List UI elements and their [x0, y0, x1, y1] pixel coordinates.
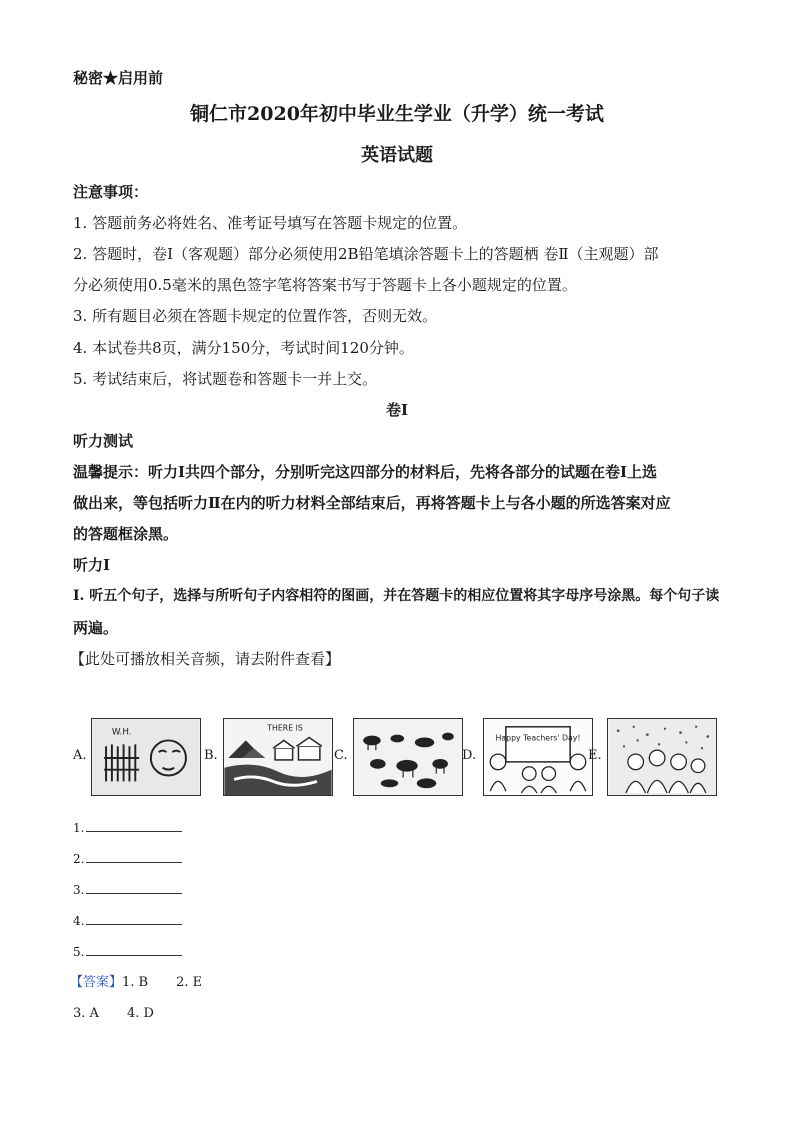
blank-line [86, 819, 182, 832]
picture-option-e[interactable] [607, 718, 717, 796]
picture-letter: D. [462, 748, 477, 763]
note-item: 2. 答题时，卷Ⅰ（客观题）部分必须使用2B铅笔填涂答题卡上的答题栖 卷Ⅱ（主观题）部 [73, 245, 659, 263]
animals-scene-icon [354, 719, 462, 795]
answer-blank[interactable]: 3. [73, 881, 182, 897]
blank-line [86, 881, 182, 894]
exam-title: 铜仁市2020年初中毕业生学业（升学）统一考试 [190, 103, 604, 125]
answer-value: 3. A [73, 1006, 99, 1021]
tip-line: 温馨提示：听力Ⅰ共四个部分，分别听完这四部分的材料后，先将各部分的试题在卷Ⅰ上选 [73, 463, 658, 481]
sketch-people-icon [92, 719, 200, 795]
picture-letter: A. [73, 748, 87, 763]
snowy-people-icon [608, 719, 716, 795]
note-item: 5. 考试结束后，将试题卷和答题卡一并上交。 [73, 370, 378, 388]
note-item: 分必须使用0.5毫米的黑色签字笔将答案书写于答题卡上各小题规定的位置。 [73, 276, 577, 294]
answer-value: 4. D [126, 1006, 154, 1021]
part-heading: 听力Ⅰ [73, 556, 111, 574]
listening-heading: 听力测试 [73, 432, 134, 450]
blank-line [86, 943, 182, 956]
answer-blank[interactable]: 2. [73, 850, 182, 866]
instruction-line: 两遍。 [73, 619, 119, 637]
picture-sign: Happy Teachers' Day! [495, 733, 581, 743]
answer-label: 【答案】 [70, 975, 123, 990]
village-landscape-icon [224, 719, 332, 795]
note-item: 3. 所有题目必须在答题卡规定的位置作答，否则无效。 [73, 307, 438, 325]
picture-option-a[interactable] [91, 718, 201, 796]
notes-heading: 注意事项： [73, 183, 149, 201]
picture-option-c[interactable] [353, 718, 463, 796]
picture-letter: C. [334, 748, 348, 763]
blank-line [86, 912, 182, 925]
note-item: 1. 答题前务必将姓名、准考证号填写在答题卡规定的位置。 [73, 214, 468, 232]
picture-letter: E. [588, 748, 602, 763]
picture-option-b[interactable] [223, 718, 333, 796]
volume-heading: 卷Ⅰ [385, 401, 409, 419]
secret-label: 秘密★启用前 [73, 69, 164, 87]
tip-line: 做出来，等包括听力Ⅱ在内的听力材料全部结束后，再将答题卡上与各小题的所选答案对应 [73, 494, 671, 512]
audio-note[interactable]: 【此处可播放相关音频，请去附件查看】 [70, 650, 341, 668]
instruction-line: Ⅰ. 听五个句子，选择与所听句子内容相符的图画，并在答题卡的相应位置将其字母序号涂黑。每个句子读 [73, 588, 720, 604]
picture-letter: B. [204, 748, 218, 763]
answer-value: 2. E [176, 975, 203, 990]
answer-blank[interactable]: 1. [73, 819, 182, 835]
picture-option-d[interactable] [483, 718, 593, 796]
answers-row-2 [73, 1004, 154, 1024]
answer-blank[interactable]: 4. [73, 912, 182, 928]
answer-blank[interactable]: 5. [73, 943, 182, 959]
answer-value: 1. B [122, 975, 149, 990]
note-item: 4. 本试卷共8页，满分150分，考试时间120分钟。 [73, 339, 414, 357]
picture-sign: THERE IS [267, 723, 303, 733]
picture-options [73, 718, 723, 798]
answers-row-1 [70, 973, 202, 993]
picture-sign: W.H. [111, 727, 132, 738]
blank-line [86, 850, 182, 863]
teachers-day-icon [484, 719, 592, 795]
exam-subtitle: 英语试题 [361, 145, 433, 166]
tip-line: 的答题框涂黑。 [73, 525, 179, 543]
